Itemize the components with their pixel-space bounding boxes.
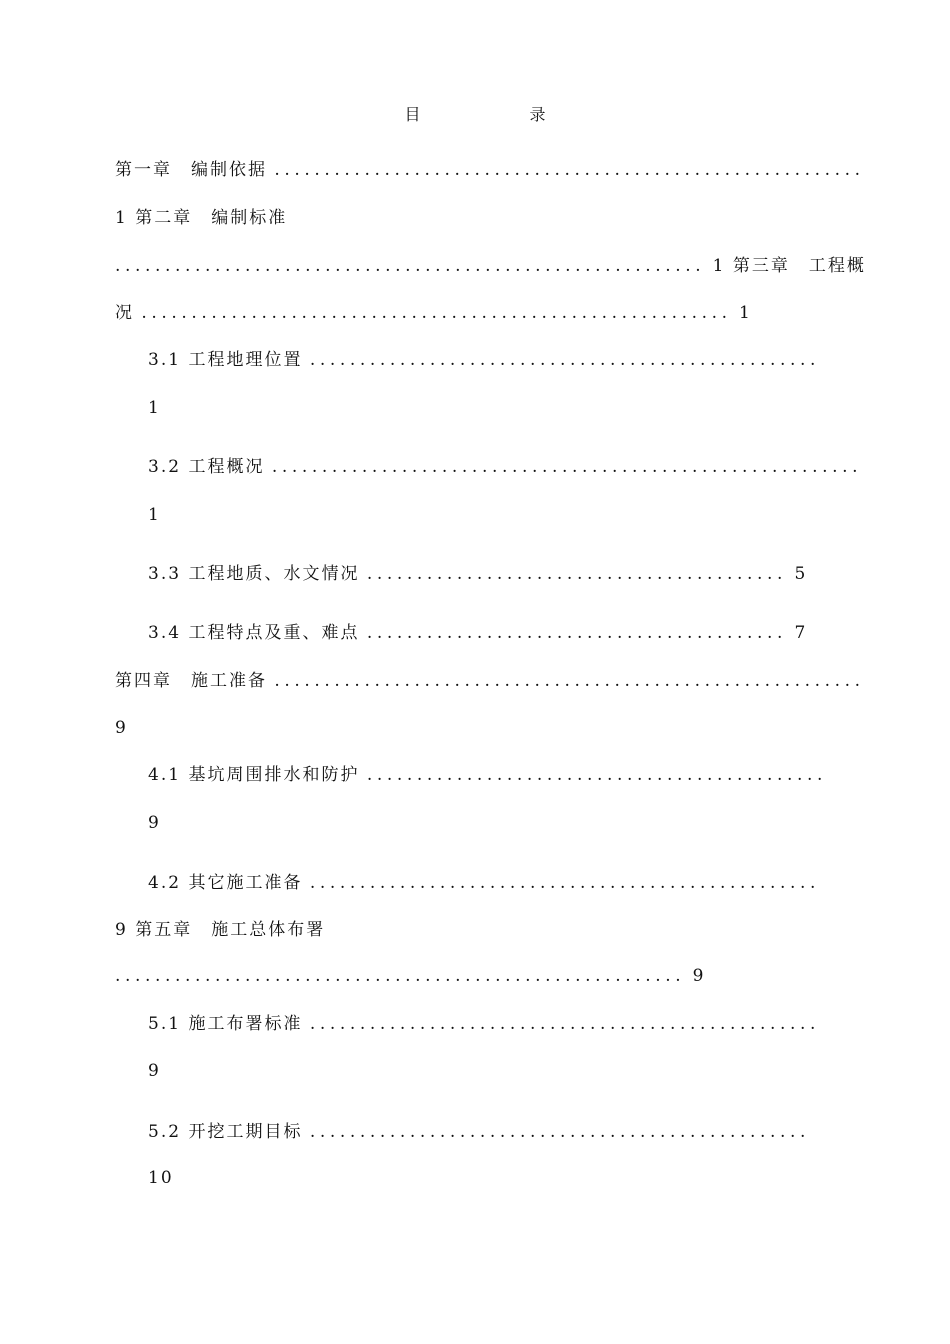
- toc-line: [148, 1012, 820, 1036]
- toc-leader-dots: ...........................................................: [274, 671, 865, 691]
- toc-page-number: 7: [794, 623, 808, 643]
- toc-entry-text: 况: [115, 303, 134, 323]
- toc-line: [148, 503, 161, 527]
- toc-page-number: 5: [794, 564, 808, 584]
- toc-line: [148, 455, 862, 479]
- toc-entry-text: 3.1 工程地理位置: [148, 350, 303, 370]
- toc-title: 目 录: [404, 105, 598, 124]
- toc-line: [115, 158, 865, 182]
- toc-entry-text: 9: [148, 813, 161, 833]
- toc-entry-text: 1 第二章 编制标准: [115, 208, 288, 228]
- toc-entry-text: 5.1 施工布署标准: [148, 1014, 303, 1034]
- toc-entry-text: 3.2 工程概况: [148, 457, 265, 477]
- toc-entry-text: 10: [148, 1168, 174, 1188]
- toc-entry-text: 3.4 工程特点及重、难点: [148, 623, 360, 643]
- toc-leader-dots: ...........................................................: [274, 160, 865, 180]
- toc-entry-text: 第四章 施工准备: [115, 671, 267, 691]
- toc-line: [148, 1059, 161, 1083]
- toc-leader-dots: ..........................................: [366, 564, 788, 584]
- toc-line: [115, 964, 705, 988]
- toc-leader-dots: .........................................................: [115, 966, 686, 986]
- toc-entry-text: 9 第五章 施工总体布署: [115, 920, 326, 940]
- toc-leader-dots: ..............................................: [366, 765, 828, 785]
- toc-entry-text: 4.1 基坑周围排水和防护: [148, 765, 360, 785]
- toc-line: [148, 396, 161, 420]
- toc-line: [148, 1166, 174, 1190]
- toc-entry-text: 3.3 工程地质、水文情况: [148, 564, 360, 584]
- toc-line: [148, 348, 820, 372]
- toc-entry-text: 9: [115, 718, 128, 738]
- toc-leader-dots: ..................................................: [309, 1122, 811, 1142]
- toc-line: [115, 301, 752, 325]
- toc-leader-dots: ...........................................................: [115, 256, 706, 276]
- toc-line: [115, 716, 128, 740]
- toc-entry-text: 1: [148, 398, 161, 418]
- toc-line: [115, 254, 866, 278]
- toc-leader-dots: ...................................................: [309, 350, 821, 370]
- toc-line: [148, 562, 807, 586]
- toc-line: [148, 871, 820, 895]
- toc-line: [115, 918, 325, 942]
- toc-entry-text: 5.2 开挖工期目标: [148, 1122, 303, 1142]
- toc-page-number: 1 第三章 工程概: [712, 256, 866, 276]
- toc-page-number: 1: [739, 303, 752, 323]
- toc-line: [115, 206, 287, 230]
- toc-entry-text: 第一章 编制依据: [115, 160, 267, 180]
- toc-leader-dots: ...........................................................: [271, 457, 863, 477]
- toc-line: [148, 763, 827, 787]
- toc-leader-dots: ...........................................................: [141, 303, 732, 323]
- toc-entry-text: 4.2 其它施工准备: [148, 873, 303, 893]
- toc-line: [148, 1120, 810, 1144]
- toc-leader-dots: ..........................................: [366, 623, 788, 643]
- toc-page-number: 9: [692, 966, 706, 986]
- toc-entry-text: 1: [148, 505, 161, 525]
- toc-leader-dots: ...................................................: [309, 873, 821, 893]
- toc-line: [115, 669, 865, 693]
- toc-entry-text: 9: [148, 1061, 161, 1081]
- toc-leader-dots: ...................................................: [309, 1014, 821, 1034]
- toc-line: [148, 621, 807, 645]
- toc-line: [148, 811, 161, 835]
